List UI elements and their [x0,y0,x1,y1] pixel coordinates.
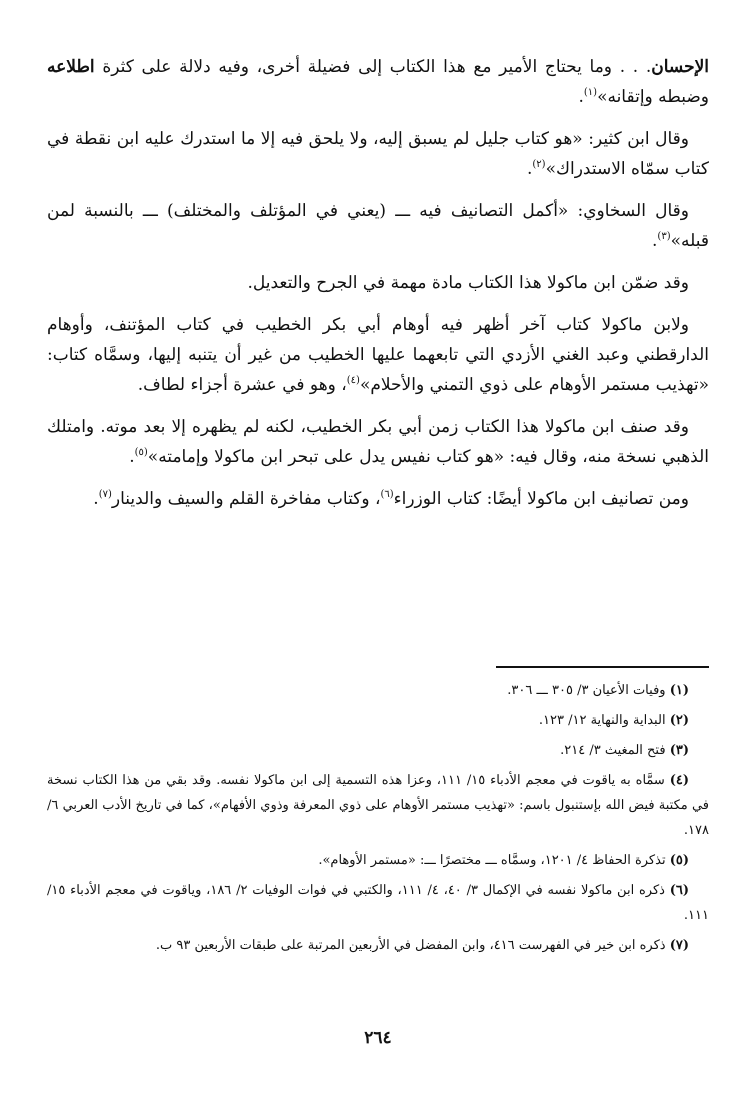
footnote-ref-5: (٥) [134,447,148,458]
paragraph-6 [47,412,709,472]
footnote-5 [47,848,709,873]
paragraph-4 [47,268,709,298]
footnote-1 [47,678,709,703]
paragraph-1-text2: وضبطه وإتقانه» [597,87,709,107]
paragraph-7-text: ومن تصانيف ابن ماكولا أيضًا: كتاب الوزراء [393,489,689,509]
paragraph-6-end: . [129,447,135,467]
footnote-ref-3: (٣) [657,231,671,242]
footnotes [47,678,709,963]
paragraph-5 [47,310,709,400]
paragraph-1 [47,52,709,112]
footnote-2 [47,708,709,733]
paragraph-3-end: . [652,231,658,251]
footnote-text: فتح المغيث ٣/ ٢١٤. [560,743,666,758]
footnote-ref-2: (٢) [532,159,546,170]
paragraph-3-text: وقال السخاوي: «أكمل التصانيف فيه ـــ (يعني في المؤتلف والمختلف) ـــ بالنسبة لمن قبله» [47,201,709,251]
footnote-6 [47,878,709,928]
footnote-ref-1: (١) [583,87,598,98]
paragraph-3 [47,196,709,256]
paragraph-2 [47,124,709,184]
paragraph-4-text: وقد ضمّن ابن ماكولا هذا الكتاب مادة مهمة في الجرح والتعديل. [247,273,689,293]
paragraph-1-end: . [578,87,584,107]
footnote-text: البداية والنهاية ١٢/ ١٢٣. [538,713,666,728]
footnote-7 [47,933,709,958]
footnote-text: تذكرة الحفاظ ٤/ ١٢٠١، وسمَّاه ـــ مختصرًا ـــ: «مستمر الأوهام». [318,853,666,868]
paragraph-1-text: . . . وما يحتاج الأمير مع هذا الكتاب إلى فضيلة أخرى، وفيه دلالة على كثرة [102,57,652,77]
footnote-number: (٦) [669,883,690,898]
paragraph-6-text: وقد صنف ابن ماكولا هذا الكتاب زمن أبي بكر الخطيب، لكنه لم يظهره إلا بعد موته. وامتلك الذهبي نسخة منه، وقال فيه: «هو كتاب نفيس يدل على تبحر ابن ماكولا وإمامته» [47,417,709,467]
paragraph-5-end: ، وهو في عشرة أجزاء لطاف. [137,375,347,395]
page-number: ٢٦٤ [364,1028,392,1048]
footnote-4 [47,768,709,843]
paragraph-7-mid: ، وكتاب مفاخرة القلم والسيف والدينار [111,489,381,509]
footnote-text: سمَّاه به ياقوت في معجم الأدباء ١٥/ ١١١، وعزا هذه التسمية إلى ابن ماكولا نفسه. وقد بقي من هذا الكتاب نسخة في مكتبة فيض الله بإستنبول باسم: «تهذيب مستمر الأوهام على ذوي المعرفة وذوي الأفهام»، كما في تاريخ الأدب العربي ٦/ ١٧٨. [47,773,709,838]
paragraph-1-lead: الإحسان [651,57,709,77]
paragraph-7 [47,484,709,514]
footnote-ref-6: (٦) [380,489,394,500]
paragraph-2-text: وقال ابن كثير: «هو كتاب جليل لم يسبق إليه، ولا يلحق فيه إلا ما استدرك عليه ابن نقطة في كتاب سمّاه الاستدراك» [47,129,709,179]
footnote-number: (٥) [669,853,689,868]
footnote-number: (١) [669,683,689,698]
main-text [47,52,709,526]
footnote-number: (٧) [669,938,689,953]
footnote-number: (٤) [669,773,689,788]
footnote-text: ذكره ابن ماكولا نفسه في الإكمال ٣/ ٤٠، ٤/ ١١١، والكتبي في فوات الوفيات ٢/ ١٨٦، وياقوت في معجم الأدباء ١٥/ ١١١. [47,883,709,923]
footnote-number: (٢) [669,713,689,728]
footnote-text: وفيات الأعيان ٣/ ٣٠٥ ـــ ٣٠٦. [507,683,666,698]
footnote-text: ذكره ابن خير في الفهرست ٤١٦، وابن المفضل في الأربعين المرتبة على طبقات الأربعين ٩٣ ب. [155,938,666,953]
paragraph-5-text: ولابن ماكولا كتاب آخر أظهر فيه أوهام أبي بكر الخطيب في كتاب المؤتنف، وأوهام الدارقطني وعبد الغني الأزدي التي تابعهما عليها الخطيب من غير أن يتنبه إليها، وسمَّاه كتاب: «تهذيب مستمر الأوهام على ذوي التمني والأحلام» [47,315,709,395]
paragraph-7-end: . [93,489,99,509]
footnote-ref-7: (٧) [98,489,112,500]
paragraph-2-end: . [526,159,533,179]
footnote-3 [47,738,709,763]
paragraph-1-lead2: اطلاعه [47,57,95,77]
footnote-divider [496,666,709,668]
footnote-number: (٣) [669,743,689,758]
footnote-ref-4: (٤) [346,375,360,386]
